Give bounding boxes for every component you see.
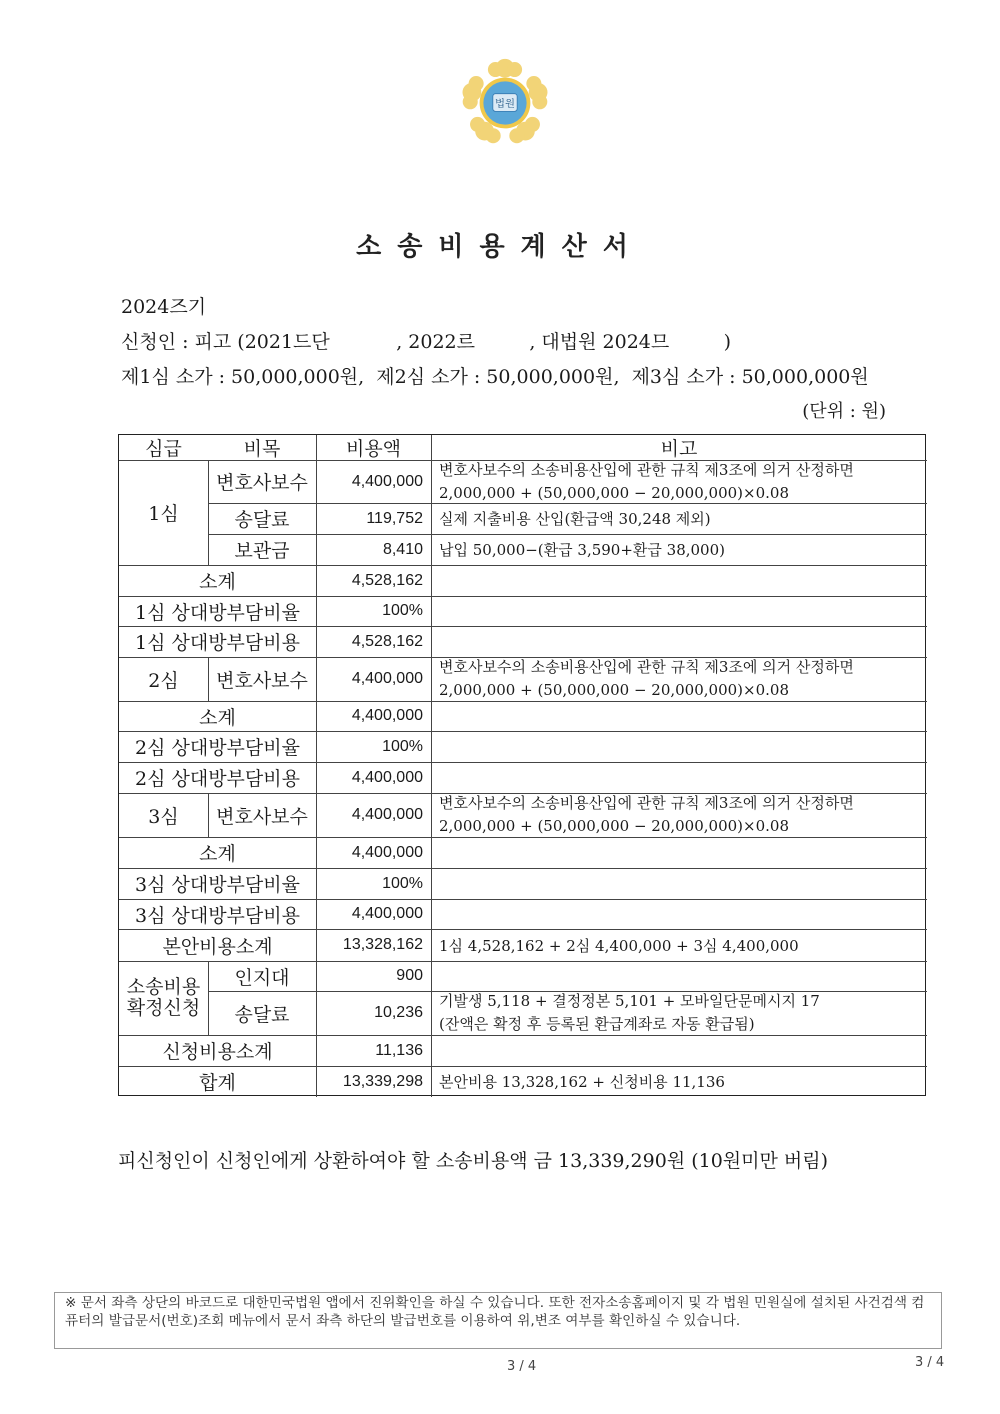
seal-text: 법원 bbox=[495, 97, 515, 110]
table-row-1-note bbox=[431, 460, 927, 503]
instance-3-item: 변호사보수 bbox=[216, 805, 308, 828]
instance-2-cost: 4,400,000 bbox=[351, 768, 423, 786]
case-number: 2024즈기 bbox=[121, 296, 207, 318]
instance-3-ratio: 100% bbox=[382, 874, 423, 892]
note-line: (잔액은 확정 후 등록된 환급계좌로 자동 환급됨) bbox=[439, 1015, 755, 1033]
main-total-label: 본안비용소계 bbox=[162, 935, 273, 958]
postage-note bbox=[431, 991, 927, 1035]
instance-3-note bbox=[431, 793, 927, 837]
instance-2-label: 2심 bbox=[148, 669, 179, 692]
instance-3-amount: 4,400,000 bbox=[351, 806, 423, 823]
note-line: 변호사보수의 소송비용산입에 관한 규칙 제3조에 의거 산정하면 bbox=[439, 658, 854, 676]
application-total-label: 신청비용소계 bbox=[162, 1041, 273, 1063]
applicant-line: 신청인 : 피고 (2021드단 , 2022르 , 대법원 2024므 ) bbox=[121, 331, 731, 353]
instance-1-ratio: 100% bbox=[382, 602, 423, 619]
note-line: 변호사보수의 소송비용산입에 관한 규칙 제3조에 의거 산정하면 bbox=[439, 794, 854, 812]
verification-notice: ※ 문서 좌측 상단의 바코드로 대한민국법원 앱에서 진위확인을 하실 수 있습니다. 또한 전자소송홈페이지 및 각 법원 민원실에 설치된 사건검색 컴퓨터의 발급문서(번호)조회 메뉴에서 문서 좌측 하단의 발급번호를 이용하여 위,변조 여부를 확인하실 수 있습니다. bbox=[54, 1292, 942, 1349]
grand-total-label: 합계 bbox=[199, 1072, 236, 1094]
document-title: 소송비용계산서 bbox=[356, 232, 644, 262]
instance-2-subtotal-label: 소계 bbox=[199, 706, 236, 729]
claim-values-line: 제1심 소가 : 50,000,000원, 제2심 소가 : 50,000,000원, 제3심 소가 : 50,000,000원 bbox=[121, 366, 869, 388]
table-row-3-note: 납입 50,000−(환급 3,590+환급 38,000) bbox=[439, 541, 725, 559]
confirm-label-line: 확정신청 bbox=[126, 997, 201, 1019]
table-row-1-item: 변호사보수 bbox=[216, 472, 308, 494]
table-row-3-amount: 8,410 bbox=[382, 540, 423, 558]
instance-2-cost-label: 2심 상대방부담비용 bbox=[135, 768, 300, 790]
instance-1-cost-label: 1심 상대방부담비용 bbox=[135, 632, 300, 654]
seal-petal bbox=[532, 94, 547, 109]
confirm-label-line: 소송비용 bbox=[126, 976, 201, 998]
postage-amount: 10,236 bbox=[374, 1004, 423, 1021]
confirm-label bbox=[119, 961, 208, 1035]
postage-item: 송달료 bbox=[234, 1003, 290, 1026]
instance-3-subtotal: 4,400,000 bbox=[351, 843, 423, 861]
instance-2-item: 변호사보수 bbox=[216, 669, 308, 692]
header-level: 심급 bbox=[145, 438, 182, 460]
seal-petal bbox=[509, 128, 524, 143]
grand-total-amount: 13,339,298 bbox=[342, 1072, 423, 1090]
header-amount: 비용액 bbox=[345, 438, 402, 460]
main-total-amount: 13,328,162 bbox=[342, 936, 423, 953]
stamp-fee-amount: 900 bbox=[396, 967, 423, 984]
instance-3-subtotal-label: 소계 bbox=[199, 843, 236, 865]
header-item: 비목 bbox=[243, 438, 281, 460]
seal-petal bbox=[469, 76, 484, 91]
instance-2-ratio-label: 2심 상대방부담비율 bbox=[135, 737, 300, 759]
instance-2-note bbox=[431, 657, 927, 701]
instance-2-subtotal: 4,400,000 bbox=[351, 707, 423, 724]
main-total-note: 1심 4,528,162 + 2심 4,400,000 + 3심 4,400,000 bbox=[439, 936, 799, 955]
instance-1-cost: 4,528,162 bbox=[351, 632, 423, 650]
instance-3-ratio-label: 3심 상대방부담비율 bbox=[135, 874, 300, 896]
table-row-2-item: 송달료 bbox=[234, 509, 290, 531]
instance-3-cost: 4,400,000 bbox=[351, 905, 423, 922]
stamp-fee-item: 인지대 bbox=[234, 966, 290, 989]
page-number-center: 3 / 4 bbox=[507, 1359, 537, 1374]
table-row-2-amount: 119,752 bbox=[366, 509, 423, 527]
table-row-2-note: 실제 지출비용 산입(환급액 30,248 제외) bbox=[439, 510, 711, 528]
instance-1-subtotal-label: 소계 bbox=[199, 571, 236, 593]
seal-petal bbox=[507, 62, 522, 77]
note-line: 변호사보수의 소송비용산입에 관한 규칙 제3조에 의거 산정하면 bbox=[439, 460, 854, 479]
page-number-right: 3 / 4 bbox=[915, 1355, 945, 1370]
instance-1-subtotal: 4,528,162 bbox=[351, 571, 423, 589]
note-line: 2,000,000 + (50,000,000 − 20,000,000)×0.08 bbox=[439, 681, 789, 699]
application-total-amount: 11,136 bbox=[375, 1041, 423, 1059]
instance-3-label: 3심 bbox=[148, 805, 179, 828]
header-note: 비고 bbox=[660, 438, 698, 460]
instance-1-label: 1심 bbox=[148, 503, 179, 525]
court-seal-icon bbox=[458, 56, 552, 150]
instance-2-amount: 4,400,000 bbox=[351, 670, 423, 687]
table-row-3-item: 보관금 bbox=[234, 540, 290, 562]
instance-1-ratio-label: 1심 상대방부담비율 bbox=[135, 601, 300, 624]
note-line: 기발생 5,118 + 결정정본 5,101 + 모바일단문메시지 17 bbox=[439, 992, 820, 1010]
summary-sentence: 피신청인이 신청인에게 상환하여야 할 소송비용액 금 13,339,290원 (10원미만 버림) bbox=[118, 1150, 829, 1172]
seal-petal bbox=[470, 117, 485, 132]
note-line: 2,000,000 + (50,000,000 − 20,000,000)×0.08 bbox=[439, 483, 789, 502]
grand-total-note: 본안비용 13,328,162 + 신청비용 11,136 bbox=[439, 1073, 725, 1091]
table-row-1-amount: 4,400,000 bbox=[351, 472, 423, 490]
instance-3-cost-label: 3심 상대방부담비용 bbox=[135, 904, 300, 927]
unit-label: (단위 : 원) bbox=[802, 401, 886, 422]
instance-2-ratio: 100% bbox=[382, 737, 423, 755]
note-line: 2,000,000 + (50,000,000 − 20,000,000)×0.08 bbox=[439, 817, 789, 835]
cost-table bbox=[118, 434, 926, 1096]
